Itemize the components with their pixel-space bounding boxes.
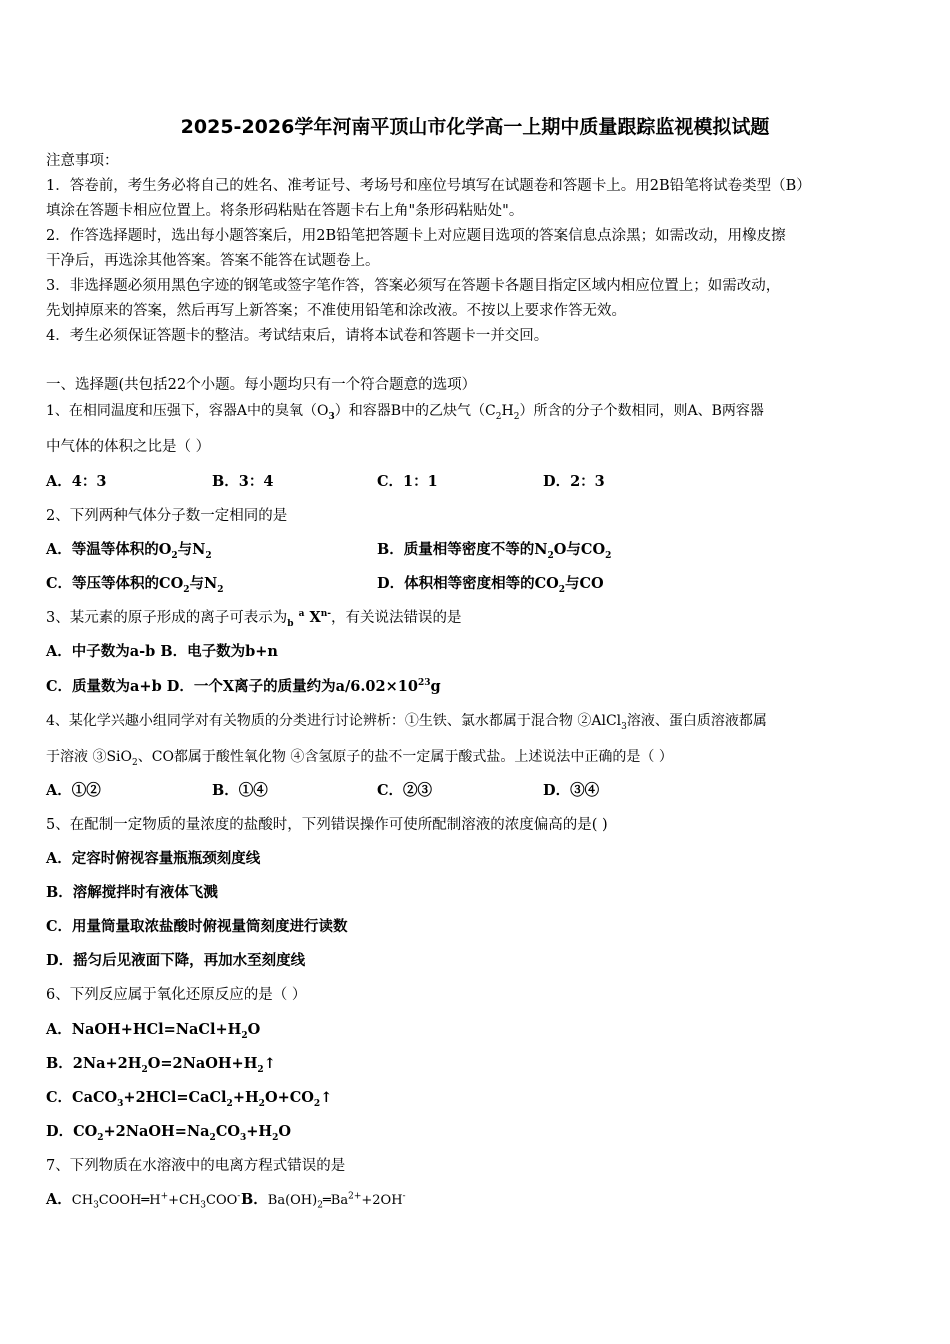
section-heading: 一、选择题(共包括22个小题。每小题均只有一个符合题意的选项） <box>46 377 477 393</box>
q2-option-c[interactable]: C．等压等体积的$CO_2$与$N_2$ <box>46 575 224 595</box>
q6-option-b[interactable]: B．$2Na+2H_2O=2NaOH+H_2↑$ <box>46 1055 276 1075</box>
q1-option-d[interactable]: D．2：3 <box>543 473 605 490</box>
notice-line-6: 先划掉原来的答案，然后再写上新答案；不准使用铅笔和涂改液。不按以上要求作答无效。 <box>46 303 626 319</box>
notice-line-2: 填涂在答题卡相应位置上。将条形码粘贴在答题卡右上角"条形码粘贴处"。 <box>46 203 524 219</box>
q6-stem: 6、下列反应属于氧化还原反应的是（ ） <box>46 987 307 1003</box>
q1-stem-line-2: 中气体的体积之比是（ ） <box>46 439 211 455</box>
q4-stem-line-1: 4、某化学兴趣小组同学对有关物质的分类进行讨论辨析：①生铁、氯水都属于混合物 ②AlCl$_3$溶液、蛋白质溶液都属 <box>46 713 767 732</box>
q1-stem-line-1: 1、在相同温度和压强下，容器A中的臭氧$(O_3)$和容器B中的乙炔气$(C_2H_2)$所含的分子个数相同，则A、B两容器 <box>46 403 764 422</box>
q3-options-ab[interactable]: A．中子数为a-b B．电子数为b+n <box>46 643 278 660</box>
q6-option-d[interactable]: D．$CO_2+2NaOH=Na_2CO_3+H_2O$ <box>46 1123 292 1143</box>
q6-option-a[interactable]: A．$NaOH+HCl=NaCl+H_2O$ <box>46 1021 261 1041</box>
q1-option-c[interactable]: C．1：1 <box>377 473 438 490</box>
q2-option-b[interactable]: B．质量相等密度不等的$N_2O$与$CO_2$ <box>377 541 612 561</box>
notice-line-4: 干净后，再选涂其他答案。答案不能答在试题卷上。 <box>46 253 380 269</box>
notice-line-3: 2．作答选择题时，选出每小题答案后，用2B铅笔把答题卡上对应题目选项的答案信息点涂黑；如需改动，用橡皮擦 <box>46 228 786 244</box>
q1-option-a[interactable]: A．4：3 <box>46 473 107 490</box>
q6-option-c[interactable]: C．$CaCO_3+2HCl=CaCl_2+H_2O+CO_2↑$ <box>46 1089 333 1109</box>
q3-stem: 3、某元素的原子形成的离子可表示为$_b$ $^a$ $X^{n-}$，有关说法错误的是 <box>46 609 462 629</box>
q5-option-a[interactable]: A．定容时俯视容量瓶瓶颈刻度线 <box>46 850 261 867</box>
q2-stem: 2、下列两种气体分子数一定相同的是 <box>46 508 288 524</box>
q1-option-b[interactable]: B．3：4 <box>212 473 274 490</box>
notice-heading: 注意事项： <box>46 153 119 169</box>
page-title: 2025-2026学年河南平顶山市化学高一上期中质量跟踪监视模拟试题 <box>180 116 770 138</box>
q4-option-d[interactable]: D．③④ <box>543 782 600 799</box>
q5-option-c[interactable]: C．用量筒量取浓盐酸时俯视量筒刻度进行读数 <box>46 918 348 935</box>
q2-option-a[interactable]: A．等温等体积的$O_2$与$N_2$ <box>46 541 212 561</box>
q5-option-b[interactable]: B．溶解搅拌时有液体飞溅 <box>46 884 218 901</box>
q7-option-a[interactable]: A．$CH_3COOH═H^++CH_3COO^-$ <box>46 1191 241 1211</box>
q4-option-a[interactable]: A．①② <box>46 782 101 799</box>
q7-option-b[interactable]: B．$Ba(OH)_2═Ba^{2+}+2OH^-$ <box>241 1191 406 1211</box>
q4-stem-line-2: 于溶液 ③SiO$_2$、CO都属于酸性氧化物 ④含氢原子的盐不一定属于酸式盐。上述说法中正确的是（ ） <box>46 749 673 768</box>
notice-line-5: 3．非选择题必须用黑色字迹的钢笔或签字笔作答，答案必须写在答题卡各题目指定区域内相应位置上；如需改动， <box>46 278 781 294</box>
notice-line-1: 1．答卷前，考生务必将自己的姓名、准考证号、考场号和座位号填写在试题卷和答题卡上。用2B铅笔将试卷类型（B） <box>46 178 811 194</box>
notice-line-7: 4．考生必须保证答题卡的整洁。考试结束后，请将本试卷和答题卡一并交回。 <box>46 328 549 344</box>
q4-option-b[interactable]: B．①④ <box>212 782 268 799</box>
q2-option-d[interactable]: D．体积相等密度相等的$CO_2$与CO <box>377 575 604 595</box>
q5-option-d[interactable]: D．摇匀后见液面下降，再加水至刻度线 <box>46 952 306 969</box>
q4-option-c[interactable]: C．②③ <box>377 782 433 799</box>
q7-stem: 7、下列物质在水溶液中的电离方程式错误的是 <box>46 1158 346 1174</box>
q3-options-cd[interactable]: C．质量数为a+b D．一个X离子的质量约为$a/6.02\times 10^{23}g$ <box>46 678 441 695</box>
q5-stem: 5、在配制一定物质的量浓度的盐酸时，下列错误操作可使所配制溶液的浓度偏高的是( ) <box>46 817 608 833</box>
